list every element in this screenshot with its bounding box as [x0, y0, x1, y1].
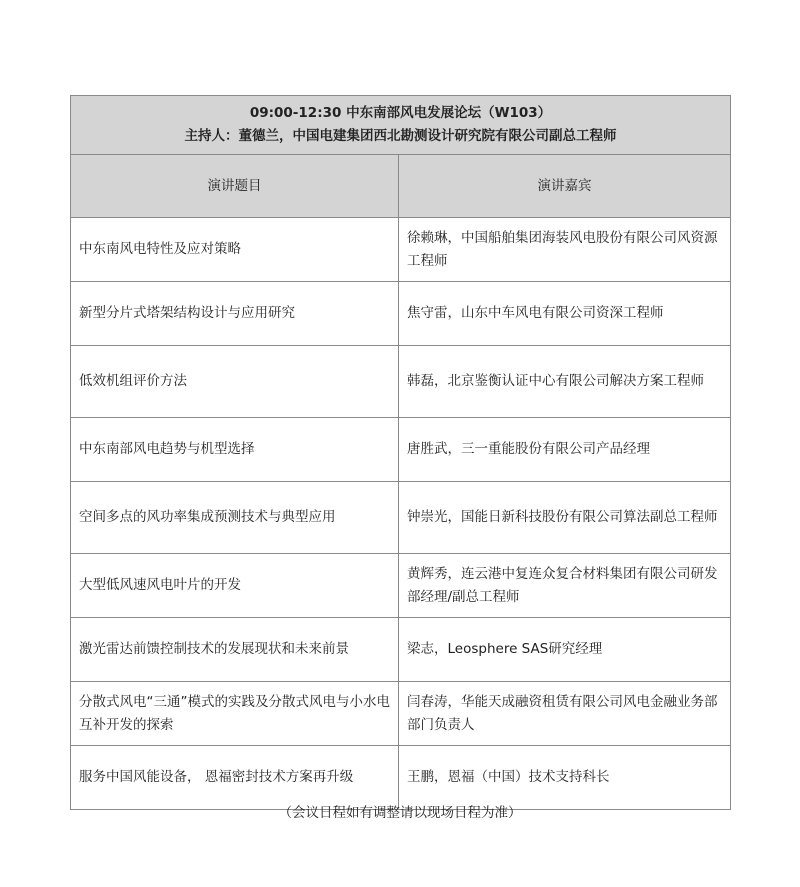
- talk-speaker: 钟崇光，国能日新科技股份有限公司算法副总工程师: [399, 482, 731, 554]
- schedule-change-note: （会议日程如有调整请以现场日程为准）: [278, 805, 522, 821]
- table-row: [71, 618, 731, 682]
- talk-topic: 分散式风电“三通”模式的实践及分散式风电与小水电互补开发的探索: [71, 682, 399, 746]
- table-row: [71, 554, 731, 618]
- column-header-speaker: 演讲嘉宾: [399, 155, 731, 218]
- talk-topic: 新型分片式塔架结构设计与应用研究: [71, 282, 399, 346]
- table-row: [71, 282, 731, 346]
- talk-speaker: 唐胜武，三一重能股份有限公司产品经理: [399, 418, 731, 482]
- table-row: [71, 218, 731, 282]
- talk-speaker: 梁志，Leosphere SAS研究经理: [399, 618, 731, 682]
- column-header-row: [71, 155, 731, 218]
- schedule-table: [70, 95, 731, 810]
- talk-topic: 服务中国风能设备， 恩福密封技术方案再升级: [71, 746, 399, 810]
- talk-topic: 低效机组评价方法: [71, 346, 399, 418]
- table-row: [71, 346, 731, 418]
- session-header: [71, 96, 731, 155]
- talk-topic: 中东南风电特性及应对策略: [71, 218, 399, 282]
- talk-topic: 空间多点的风功率集成预测技术与典型应用: [71, 482, 399, 554]
- talk-topic: 大型低风速风电叶片的开发: [71, 554, 399, 618]
- talk-speaker: 闫春涛，华能天成融资租赁有限公司风电金融业务部部门负责人: [399, 682, 731, 746]
- talk-speaker: 韩磊，北京鉴衡认证中心有限公司解决方案工程师: [399, 346, 731, 418]
- talk-topic: 中东南部风电趋势与机型选择: [71, 418, 399, 482]
- talk-speaker: 焦守雷，山东中车风电有限公司资深工程师: [399, 282, 731, 346]
- table-row: [71, 682, 731, 746]
- talk-speaker: 王鹏，恩福（中国）技术支持科长: [399, 746, 731, 810]
- table-row: [71, 746, 731, 810]
- talk-speaker: 黄辉秀，连云港中复连众复合材料集团有限公司研发部经理/副总工程师: [399, 554, 731, 618]
- session-header-row: [71, 96, 731, 155]
- column-header-topic: 演讲题目: [71, 155, 399, 218]
- table-row: [71, 418, 731, 482]
- talk-topic: 激光雷达前馈控制技术的发展现状和未来前景: [71, 618, 399, 682]
- talk-speaker: 徐赖琳，中国船舶集团海装风电股份有限公司风资源工程师: [399, 218, 731, 282]
- session-host: 主持人：董德兰，中国电建集团西北勘测设计研究院有限公司副总工程师: [184, 128, 617, 144]
- table-row: [71, 482, 731, 554]
- session-time-title: 09:00-12:30 中东南部风电发展论坛（W103）: [249, 105, 552, 121]
